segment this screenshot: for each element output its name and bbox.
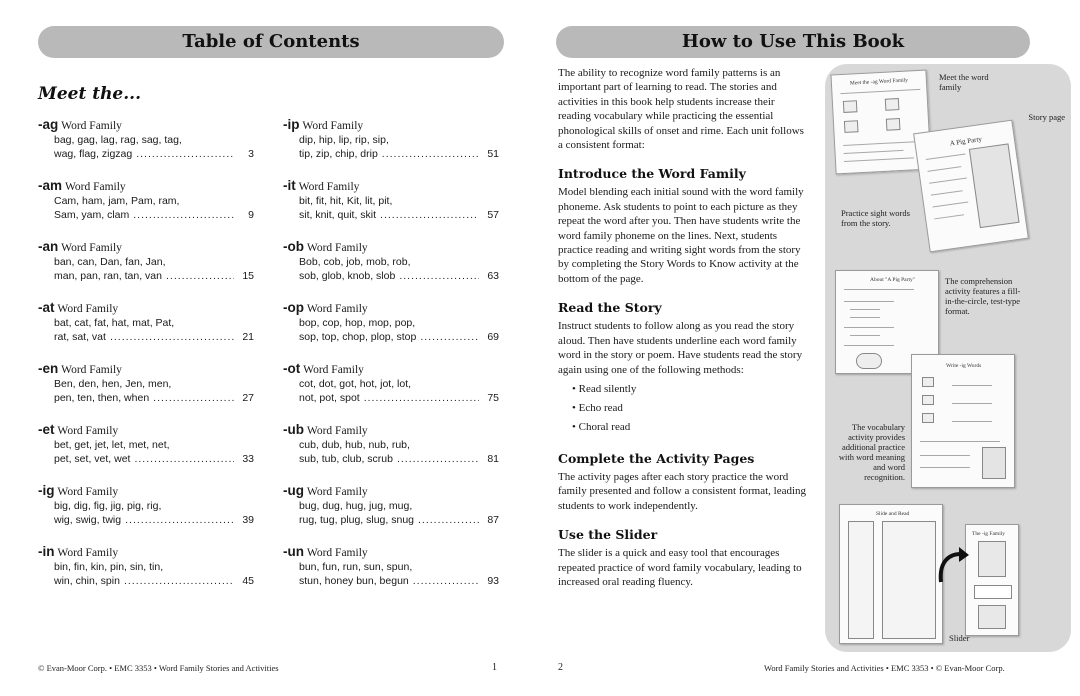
family-words: big, dig, fig, jig, pig, rig, — [54, 500, 162, 512]
thumbnail-title: About "A Pig Party" — [870, 277, 915, 283]
family-label: Word Family — [57, 303, 119, 315]
family-label: Word Family — [61, 120, 122, 132]
toc-entry[interactable] — [38, 362, 254, 423]
family-words-last: pen, ten, then, when — [54, 392, 150, 404]
leader-dots — [133, 208, 234, 222]
family-words-last: sob, glob, knob, slob — [299, 270, 396, 282]
thumbnail-story-page — [913, 120, 1029, 253]
intro-paragraph: The ability to recognize word family patterns is an important part of learning to read. The stories and activities in this book help students increase their reading vocabulary while practicing the essential phonological skills of onset and rime. Each unit follows a consistent format: — [558, 67, 804, 152]
family-label: Word Family — [298, 181, 360, 193]
thumbnail-title: The -ig Family — [972, 531, 1005, 537]
caption-slider: Slider — [949, 633, 970, 643]
page-ref: 51 — [487, 148, 499, 160]
toc-entry[interactable] — [283, 545, 499, 606]
family-name: -ob — [283, 239, 304, 254]
page-ref: 39 — [242, 514, 254, 526]
leader-dots — [397, 452, 479, 466]
leader-dots — [125, 513, 234, 527]
page-ref: 21 — [242, 331, 254, 343]
toc-entry[interactable] — [283, 179, 499, 240]
toc-entry[interactable] — [38, 423, 254, 484]
family-words: dip, hip, lip, rip, sip, — [299, 134, 389, 146]
thumbnail-title: Meet the -ag Word Family — [849, 77, 909, 87]
section-heading: Complete the Activity Pages — [558, 450, 755, 466]
section-body: The activity pages after each story practice the word family presented and follow a consistent format, leading students to work independently. — [558, 470, 807, 512]
family-label: Word Family — [57, 547, 119, 559]
thumbnail-slide-and-read-page — [839, 504, 943, 644]
thumbnail-vocabulary-page — [911, 354, 1015, 488]
family-label: Word Family — [57, 486, 119, 498]
footer-text: Word Family Stories and Activities • EMC 3353 • © Evan-Moor Corp. — [764, 663, 1005, 673]
family-words: bag, gag, lag, rag, sag, tag, — [54, 134, 182, 146]
family-name: -et — [38, 422, 55, 437]
caption-sight-words: Practice sight words from the story. — [841, 208, 910, 228]
family-name: -in — [38, 544, 55, 559]
family-label: Word Family — [306, 486, 368, 498]
family-label: Word Family — [306, 425, 368, 437]
family-label: Word Family — [302, 120, 364, 132]
instructions — [558, 66, 810, 589]
page-ref: 15 — [242, 270, 254, 282]
toc-entry[interactable] — [283, 240, 499, 301]
page-ref: 81 — [487, 453, 499, 465]
family-words: bop, cop, hop, mop, pop, — [299, 317, 416, 329]
toc-entry[interactable] — [38, 484, 254, 545]
family-name: -ag — [38, 117, 59, 132]
family-label: Word Family — [61, 242, 122, 254]
list-item: • Echo read — [572, 399, 810, 418]
page-ref: 3 — [248, 148, 254, 160]
leader-dots — [153, 391, 234, 405]
family-label: Word Family — [57, 425, 119, 437]
section-body: The slider is a quick and easy tool that encourages repeated practice of word family vocabulary, leading to increased oral reading fluency. — [558, 547, 802, 588]
page-number: 1 — [492, 662, 497, 673]
leader-dots — [418, 513, 479, 527]
family-name: -en — [38, 361, 59, 376]
family-words: bat, cat, fat, hat, mat, Pat, — [54, 317, 175, 329]
family-words: cot, dot, got, hot, jot, lot, — [299, 378, 412, 390]
family-words: ban, can, Dan, fan, Jan, — [54, 256, 166, 268]
family-name: -ub — [283, 422, 304, 437]
section-body: Instruct students to follow along as you read the story aloud. Then have students underline each word family word in the story or poem. Have students read the story again using one of the following methods: — [558, 320, 803, 376]
page-ref: 33 — [242, 453, 254, 465]
thumbnail-title: Slide and Read — [876, 511, 910, 517]
list-item: • Read silently — [572, 380, 810, 399]
family-label: Word Family — [306, 303, 368, 315]
toc-entry[interactable] — [38, 240, 254, 301]
family-words-last: tip, zip, chip, drip — [299, 148, 378, 160]
toc-entry[interactable] — [38, 545, 254, 606]
section-heading: Read the Story — [558, 300, 662, 316]
section-heading: Introduce the Word Family — [558, 166, 746, 182]
family-name: -at — [38, 300, 55, 315]
family-label: Word Family — [61, 364, 122, 376]
family-name: -am — [38, 178, 63, 193]
page-ref: 9 — [248, 209, 254, 221]
caption-vocabulary: The vocabulary activity provides additional practice with word meaning and word recognition. — [838, 422, 905, 482]
thumbnail-slider — [965, 524, 1019, 636]
family-words-last: sub, tub, club, scrub — [299, 453, 393, 465]
read-methods-list — [572, 380, 810, 437]
leader-dots — [399, 269, 479, 283]
toc-column-1 — [38, 118, 254, 606]
family-words: bit, fit, hit, Kit, lit, pit, — [299, 195, 393, 207]
page-ref: 75 — [487, 392, 499, 404]
family-words-last: Sam, yam, clam — [54, 209, 130, 221]
family-words: Bob, cob, job, mob, rob, — [299, 256, 411, 268]
toc-entry[interactable] — [283, 301, 499, 362]
leader-dots — [110, 330, 234, 344]
family-words-last: sit, knit, quit, skit — [299, 209, 377, 221]
curved-arrow-icon — [937, 546, 971, 586]
thumbnail-title: A Pig Party — [949, 135, 983, 148]
page-number: 2 — [558, 662, 563, 673]
caption-story: Story page — [1028, 112, 1065, 122]
family-words-last: wig, swig, twig — [54, 514, 122, 526]
leader-dots — [382, 147, 479, 161]
family-name: -ig — [38, 483, 55, 498]
toc-entry[interactable] — [283, 362, 499, 423]
footer-text: © Evan-Moor Corp. • EMC 3353 • Word Family Stories and Activities — [38, 663, 279, 673]
section-body: Model blending each initial sound with the word family phoneme. Ask students to point to each picture as they repeat the word after you. Then have students write the word family phoneme on the lines. Next, students practice reading and writing sight words from the story by completing the Story Words to Know activity at the bottom of the page. — [558, 186, 804, 285]
thumbnail-title: Write -ig Words — [946, 363, 982, 369]
page-title: How to Use This Book — [556, 26, 1030, 58]
family-words-last: rug, tug, plug, slug, snug — [299, 514, 414, 526]
subheading: Meet the... — [38, 84, 142, 104]
family-name: -ot — [283, 361, 301, 376]
page-ref: 69 — [487, 331, 499, 343]
family-words-last: pet, set, vet, wet — [54, 453, 131, 465]
family-label: Word Family — [303, 364, 364, 376]
page-ref: 93 — [487, 575, 499, 587]
family-words-last: win, chin, spin — [54, 575, 120, 587]
toc-entry[interactable] — [38, 301, 254, 362]
leader-dots — [420, 330, 479, 344]
toc-entry[interactable] — [283, 118, 499, 179]
family-words-last: wag, flag, zigzag — [54, 148, 133, 160]
page-ref: 45 — [242, 575, 254, 587]
leader-dots — [413, 574, 479, 588]
family-words: Ben, den, hen, Jen, men, — [54, 378, 172, 390]
family-words: bun, fun, run, sun, spun, — [299, 561, 413, 573]
family-name: -ip — [283, 117, 300, 132]
leader-dots — [380, 208, 479, 222]
toc-entry[interactable] — [38, 118, 254, 179]
section-heading: Use the Slider — [558, 527, 658, 543]
leader-dots — [134, 452, 234, 466]
family-words-last: stun, honey bun, begun — [299, 575, 409, 587]
family-words: cub, dub, hub, nub, rub, — [299, 439, 410, 451]
leader-dots — [166, 269, 234, 283]
page-ref: 63 — [487, 270, 499, 282]
page-ref: 27 — [242, 392, 254, 404]
toc-entry[interactable] — [283, 484, 499, 545]
list-item: • Choral read — [572, 418, 810, 437]
sample-pages-panel — [825, 64, 1071, 652]
family-words-last: man, pan, ran, tan, van — [54, 270, 162, 282]
family-name: -op — [283, 300, 304, 315]
page-ref: 57 — [487, 209, 499, 221]
family-words: bug, dug, hug, jug, mug, — [299, 500, 413, 512]
page-title: Table of Contents — [38, 26, 504, 58]
family-words-last: rat, sat, vat — [54, 331, 106, 343]
family-label: Word Family — [306, 242, 368, 254]
leader-dots — [124, 574, 234, 588]
family-name: -un — [283, 544, 304, 559]
family-words: Cam, ham, jam, Pam, ram, — [54, 195, 180, 207]
toc-entry[interactable] — [283, 423, 499, 484]
caption-comprehension: The comprehension activity features a fill-in-the-circle, test-type format. — [945, 276, 1021, 316]
family-name: -it — [283, 178, 296, 193]
toc-column-2 — [283, 118, 499, 606]
family-words: bin, fin, kin, pin, sin, tin, — [54, 561, 164, 573]
leader-dots — [136, 147, 234, 161]
family-label: Word Family — [306, 547, 368, 559]
family-label: Word Family — [64, 181, 126, 193]
toc-entry[interactable] — [38, 179, 254, 240]
family-words: bet, get, jet, let, met, net, — [54, 439, 170, 451]
leader-dots — [364, 391, 479, 405]
family-name: -an — [38, 239, 59, 254]
family-name: -ug — [283, 483, 304, 498]
family-words-last: not, pot, spot — [299, 392, 360, 404]
caption-meet: Meet the word family — [939, 72, 989, 92]
right-page — [540, 0, 1080, 696]
page-ref: 87 — [487, 514, 499, 526]
family-words-last: sop, top, chop, plop, stop — [299, 331, 417, 343]
